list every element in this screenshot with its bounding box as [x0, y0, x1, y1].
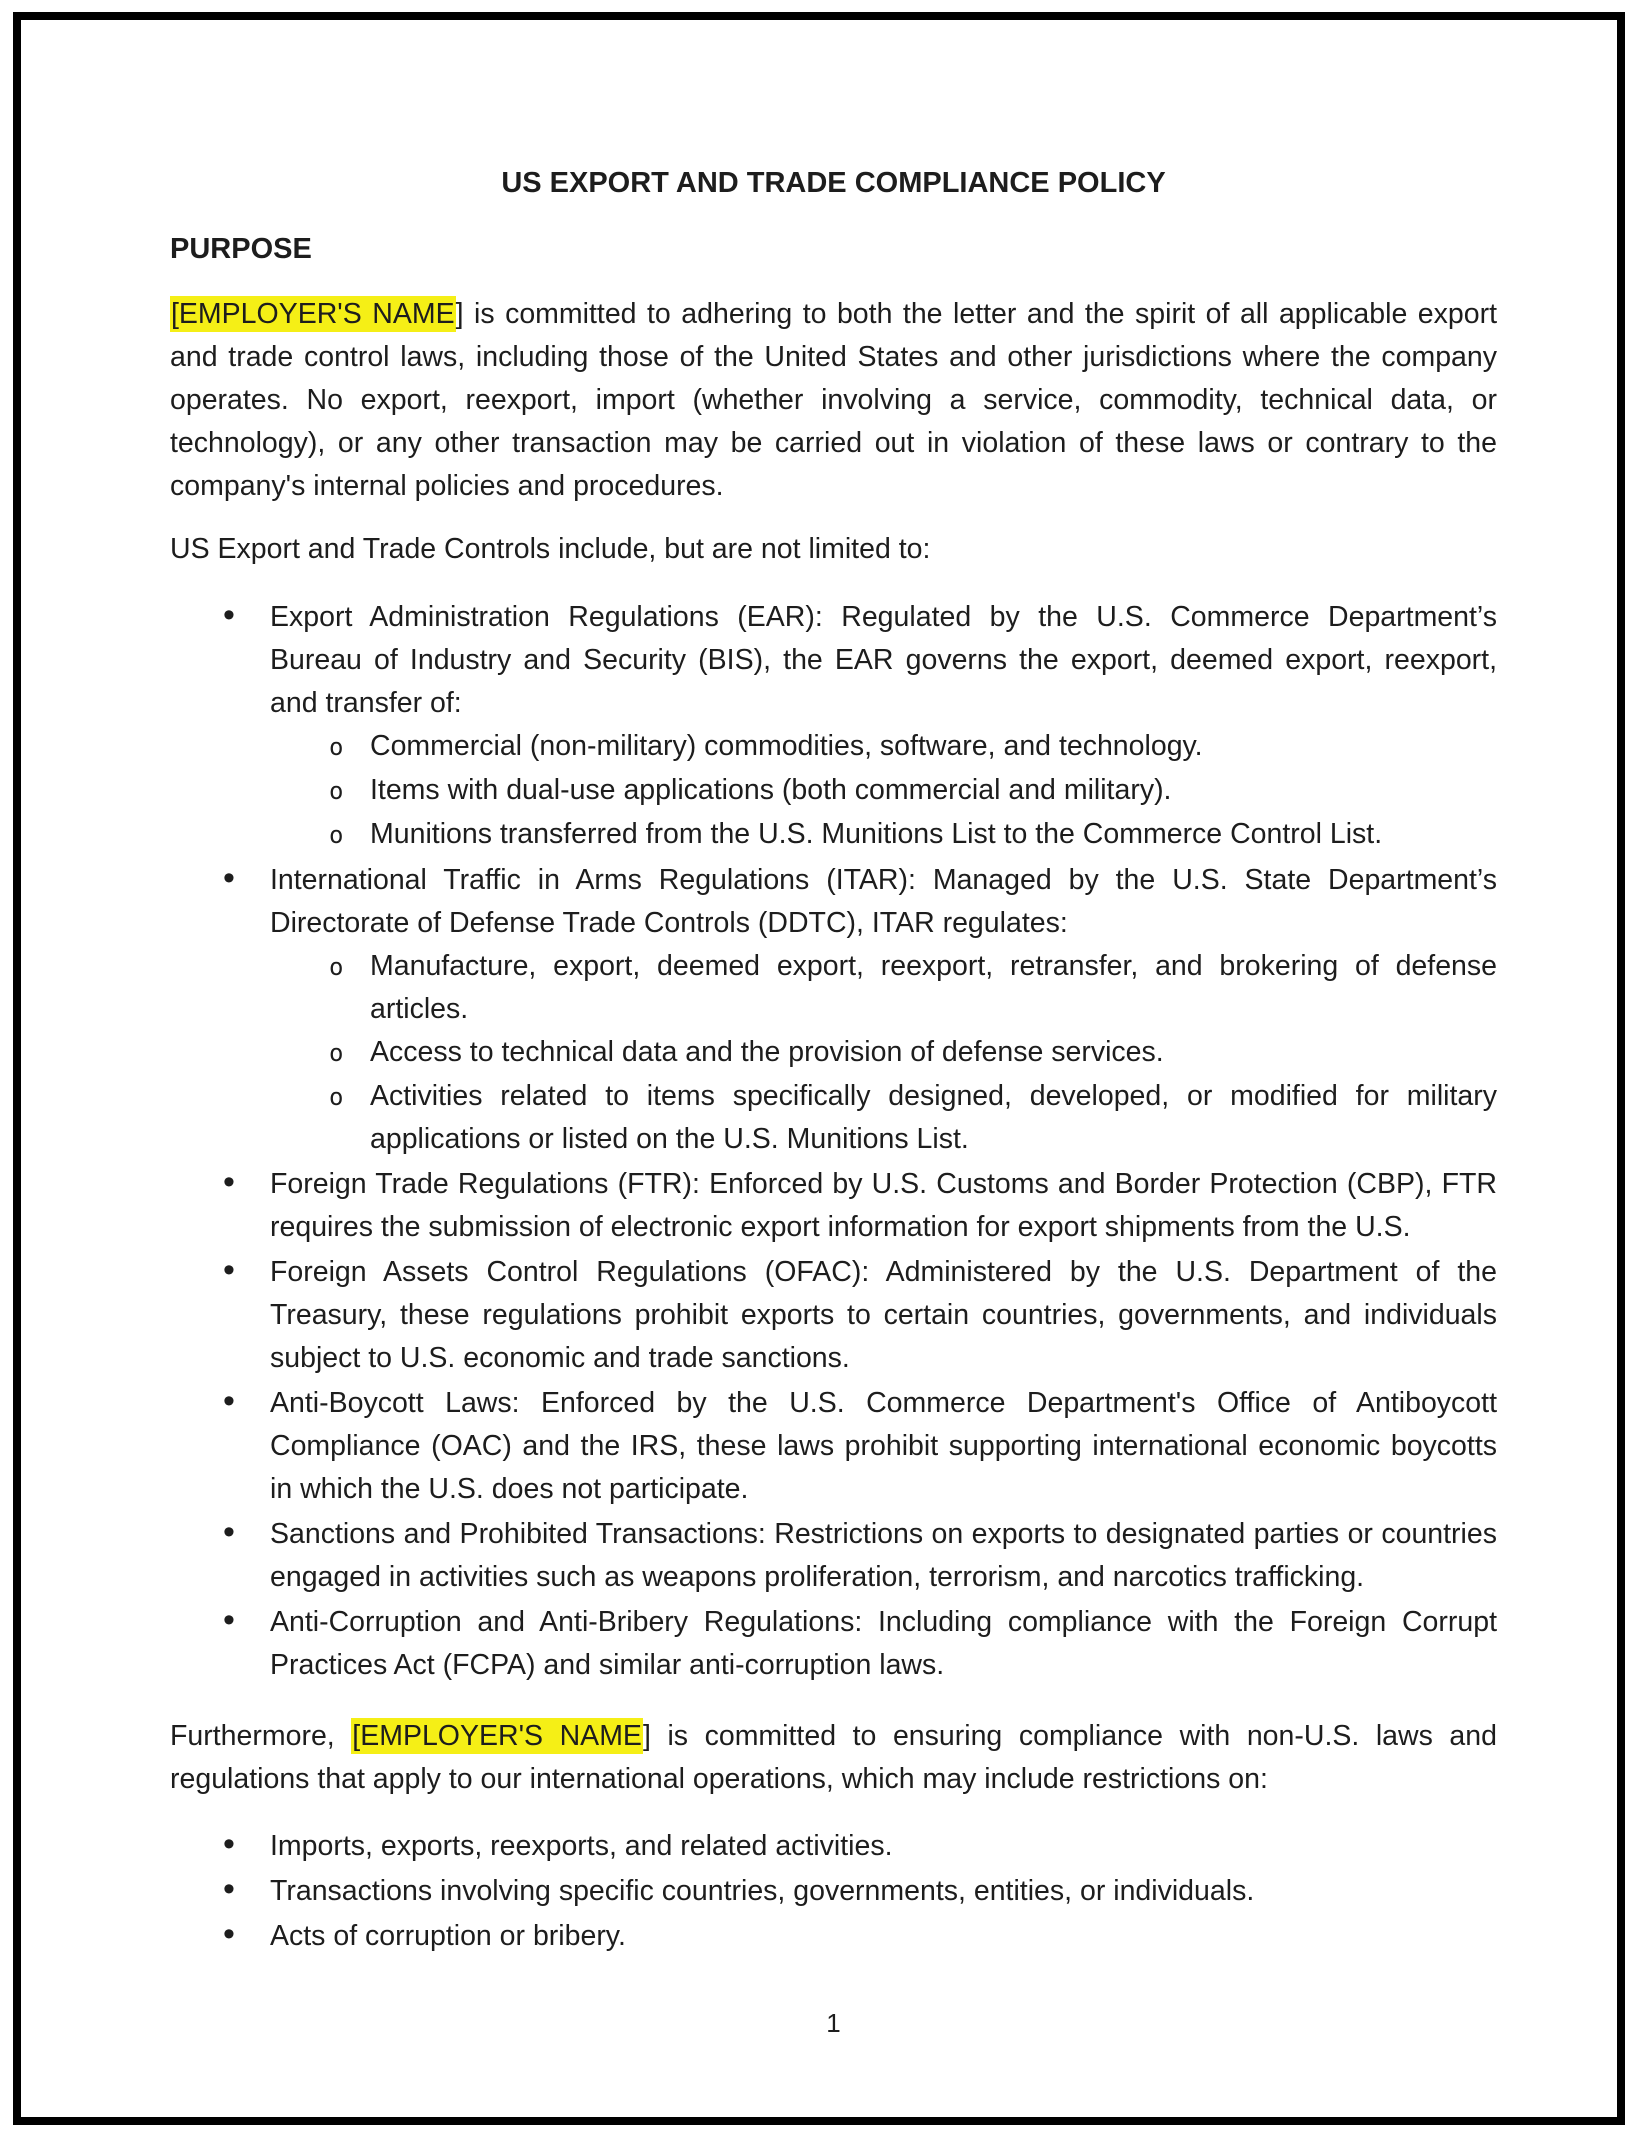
list-item-text: Commercial (non-military) commodities, software, and technology.: [370, 730, 1203, 762]
list-item-text: Anti-Boycott Laws: Enforced by the U.S. Commerce Department's Office of Antiboycott Compliance (OAC) and the IRS, these laws prohibit supporting international economic boycotts in which the U.S. does not participate.: [270, 1387, 1497, 1505]
page-number: 1: [826, 2008, 841, 2038]
furthermore-paragraph: [170, 1715, 1497, 1801]
list-item-text: Export Administration Regulations (EAR): Regulated by the U.S. Commerce Department’s Bureau of Industry and Security (BIS), the EAR governs the export, deemed export, reexport, and transfer of:: [270, 601, 1497, 719]
list-item-text: Activities related to items specifically designed, developed, or modified for military applications or listed on the U.S. Munitions List.: [370, 1080, 1497, 1155]
list-item: [170, 1161, 1497, 1249]
sub-list-item: [170, 769, 1497, 813]
bullet-icon: •: [223, 1251, 235, 1289]
bullet-icon: •: [223, 1601, 235, 1639]
controls-list: [170, 594, 1497, 1687]
furthermore-text-pre: Furthermore,: [170, 1720, 352, 1752]
section-heading-purpose: PURPOSE: [170, 233, 312, 265]
list-item-text: Anti-Corruption and Anti-Bribery Regulations: Including compliance with the Foreign Corrupt Practices Act (FCPA) and similar anti-corruption laws.: [270, 1606, 1497, 1681]
bullet-icon: •: [223, 1915, 235, 1953]
bullet-icon: •: [223, 1870, 235, 1908]
document-title: US EXPORT AND TRADE COMPLIANCE POLICY: [501, 167, 1166, 199]
bullet-icon: •: [223, 1513, 235, 1551]
list-item: [170, 1249, 1497, 1380]
list-item-text: Manufacture, export, deemed export, reexport, retransfer, and brokering of defense articles.: [370, 950, 1497, 1025]
bullet-icon: •: [223, 859, 235, 897]
sub-list-item: [170, 813, 1497, 857]
list-item-text: Acts of corruption or bribery.: [270, 1920, 626, 1952]
purpose-paragraph-text: ] is committed to adhering to both the letter and the spirit of all applicable export and trade control laws, including those of the United States and other jurisdictions where the company operates. No export, reexport, import (whether involving a service, commodity, technical data, or technology), or any other transaction may be carried out in violation of these laws or contrary to the company's internal policies and procedures.: [170, 298, 1497, 502]
list-item: [170, 1380, 1497, 1511]
list-item: [170, 1823, 1497, 1868]
circle-bullet-icon: o: [329, 1039, 344, 1067]
circle-bullet-icon: o: [329, 777, 344, 805]
circle-bullet-icon: o: [329, 953, 344, 981]
sub-list-item: [170, 1031, 1497, 1075]
furthermore-text-rest: ] is committed to ensuring compliance with non-U.S. laws and regulations that apply to our international operations, which may include restrictions on:: [170, 1720, 1497, 1795]
bullet-icon: •: [223, 1163, 235, 1201]
list-item-text: Munitions transferred from the U.S. Munitions List to the Commerce Control List.: [370, 818, 1383, 850]
list-item-text: Items with dual-use applications (both commercial and military).: [370, 774, 1172, 806]
sub-list-item: [170, 945, 1497, 1031]
circle-bullet-icon: o: [329, 733, 344, 761]
list-item: [170, 1913, 1497, 1958]
circle-bullet-icon: o: [329, 821, 344, 849]
employer-name-highlight: [EMPLOYER'S NAME: [171, 298, 455, 330]
restrictions-list: [170, 1823, 1497, 1958]
purpose-paragraph: [170, 293, 1497, 508]
list-item-text: Imports, exports, reexports, and related activities.: [270, 1830, 893, 1862]
controls-intro-paragraph: US Export and Trade Controls include, but are not limited to:: [170, 533, 931, 565]
sub-list-item: [170, 725, 1497, 769]
bullet-icon: •: [223, 1825, 235, 1863]
page-content: [170, 0, 1497, 2045]
list-item-text: Foreign Assets Control Regulations (OFAC): Administered by the U.S. Department of the Treasury, these regulations prohibit exports to certain countries, governments, and individuals subject to U.S. economic and trade sanctions.: [270, 1256, 1497, 1374]
list-item: [170, 857, 1497, 945]
bullet-icon: •: [223, 1382, 235, 1420]
employer-name-highlight: [EMPLOYER'S NAME: [352, 1720, 642, 1752]
list-item-text: Sanctions and Prohibited Transactions: Restrictions on exports to designated parties or countries engaged in activities such as weapons proliferation, terrorism, and narcotics trafficking.: [270, 1518, 1497, 1593]
list-item-text: Transactions involving specific countries, governments, entities, or individuals.: [270, 1875, 1255, 1907]
list-item-text: Access to technical data and the provision of defense services.: [370, 1036, 1164, 1068]
list-item: [170, 594, 1497, 725]
list-item-text: International Traffic in Arms Regulations (ITAR): Managed by the U.S. State Department’s Directorate of Defense Trade Controls (DDTC), ITAR regulates:: [270, 864, 1497, 939]
sub-list-item: [170, 1075, 1497, 1161]
list-item: [170, 1511, 1497, 1599]
circle-bullet-icon: o: [329, 1083, 344, 1111]
list-item: [170, 1599, 1497, 1687]
list-item: [170, 1868, 1497, 1913]
list-item-text: Foreign Trade Regulations (FTR): Enforced by U.S. Customs and Border Protection (CBP), FTR requires the submission of electronic export information for export shipments from the U.S.: [270, 1168, 1497, 1243]
bullet-icon: •: [223, 596, 235, 634]
